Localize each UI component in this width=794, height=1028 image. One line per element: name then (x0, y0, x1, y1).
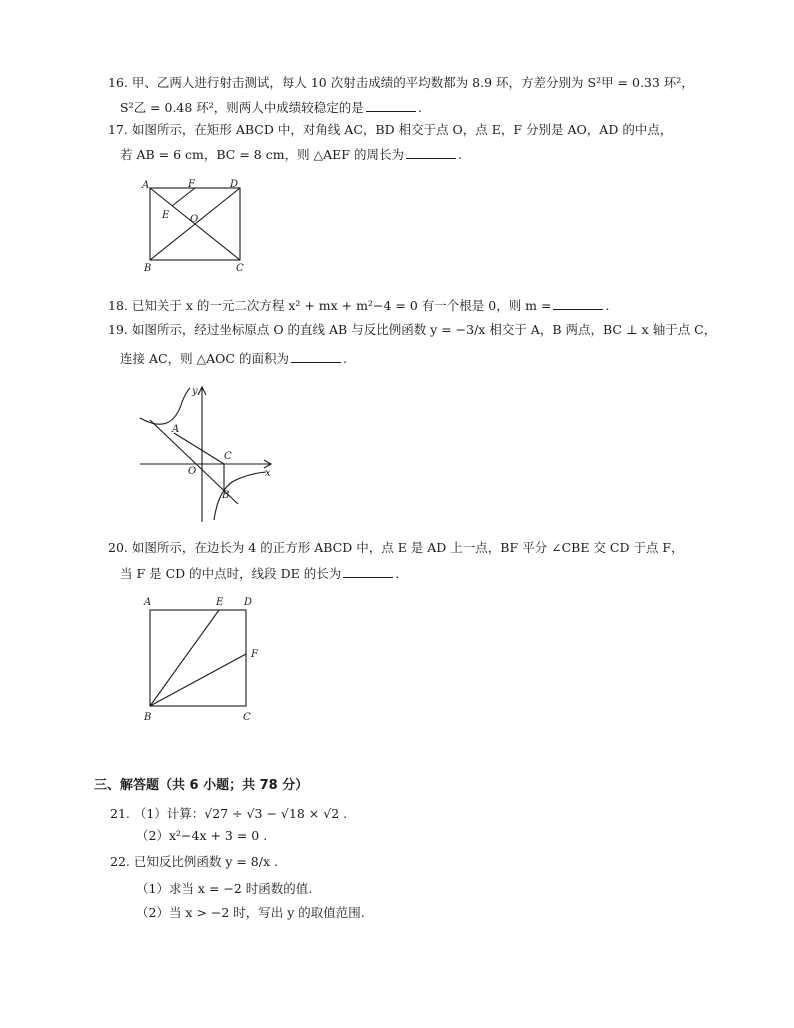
label-D: D (244, 597, 253, 608)
label-y: y (192, 386, 198, 397)
q20-line2-end: . (395, 566, 400, 581)
label-E: E (216, 597, 224, 608)
label-C: C (243, 712, 251, 723)
answer-blank[interactable] (406, 146, 456, 159)
answer-blank[interactable] (343, 565, 393, 578)
answer-blank[interactable] (291, 350, 341, 363)
q16-line2 (120, 99, 422, 116)
answer-blank[interactable] (366, 99, 416, 112)
q16-line2-end: . (417, 100, 422, 115)
label-B: B (144, 712, 152, 723)
q18-line1-text: 18. 已知关于 x 的一元二次方程 x² + mx + m²−4 = 0 有一个根是 0，则 m = (108, 298, 552, 313)
label-B: B (144, 263, 152, 274)
segment-ac (174, 433, 224, 464)
hyperbola-branch-upper (140, 388, 190, 424)
label-A: A (172, 424, 180, 435)
q19-coordinate-figure (138, 382, 278, 524)
q20-line2 (120, 565, 399, 582)
q17-rectangle-figure (138, 176, 258, 276)
q21-line1: 21. （1）计算：√27 ÷ √3 − √18 × √2 . (110, 806, 348, 821)
q17-line1: 17. 如图所示，在矩形 ABCD 中，对角线 AC，BD 相交于点 O，点 E，F 分别是 AO，AD 的中点， (108, 122, 673, 137)
label-C: C (236, 263, 244, 274)
segment-bf (150, 654, 246, 706)
label-A: A (142, 180, 150, 191)
q20-square-figure (140, 594, 270, 726)
q19-line1: 19. 如图所示，经过坐标原点 O 的直线 AB 与反比例函数 y = −3/x 相交于 A，B 两点，BC ⊥ x 轴于点 C， (108, 322, 717, 337)
q16-line2-text: S²乙 = 0.48 环²，则两人中成绩较稳定的是 (120, 100, 364, 115)
square-abcd (150, 610, 246, 706)
label-O: O (188, 466, 197, 477)
label-B: B (222, 490, 230, 501)
q17-line2-text: 若 AB = 6 cm，BC = 8 cm，则 △AEF 的周长为 (120, 147, 404, 162)
label-C: C (224, 451, 232, 462)
q19-line2-text: 连接 AC，则 △AOC 的面积为 (120, 351, 289, 366)
label-D: D (230, 179, 239, 190)
q20-line2-text: 当 F 是 CD 的中点时，线段 DE 的长为 (120, 566, 342, 581)
q18-line1 (108, 297, 609, 314)
section-title: 三、解答题（共 6 小题；共 78 分） (94, 778, 309, 793)
label-O: O (190, 214, 199, 225)
label-A: A (144, 597, 152, 608)
q22-line3: （2）当 x > −2 时，写出 y 的取值范围. (136, 905, 365, 920)
q16-line1: 16. 甲、乙两人进行射击测试，每人 10 次射击成绩的平均数都为 8.9 环，方差分别为 S²甲 = 0.33 环²， (108, 75, 694, 90)
q22-line1: 22. 已知反比例函数 y = 8/x . (110, 854, 278, 869)
q19-line2 (120, 350, 347, 367)
q21-line2: （2）x²−4x + 3 = 0 . (136, 828, 268, 843)
q18-line1-end: . (605, 298, 610, 313)
q17-line2-end: . (457, 147, 462, 162)
label-E: E (162, 210, 170, 221)
q17-line2 (120, 146, 462, 163)
label-F: F (188, 179, 195, 190)
answer-blank[interactable] (553, 297, 603, 310)
segment-ef (172, 188, 195, 206)
segment-be (150, 610, 219, 706)
q19-line2-end: . (342, 351, 347, 366)
label-x: x (265, 468, 271, 479)
label-F: F (251, 649, 258, 660)
q22-line2: （1）求当 x = −2 时函数的值. (136, 881, 313, 896)
q20-line1: 20. 如图所示，在边长为 4 的正方形 ABCD 中，点 E 是 AD 上一点，BF 平分 ∠CBE 交 CD 于点 F， (108, 540, 684, 555)
